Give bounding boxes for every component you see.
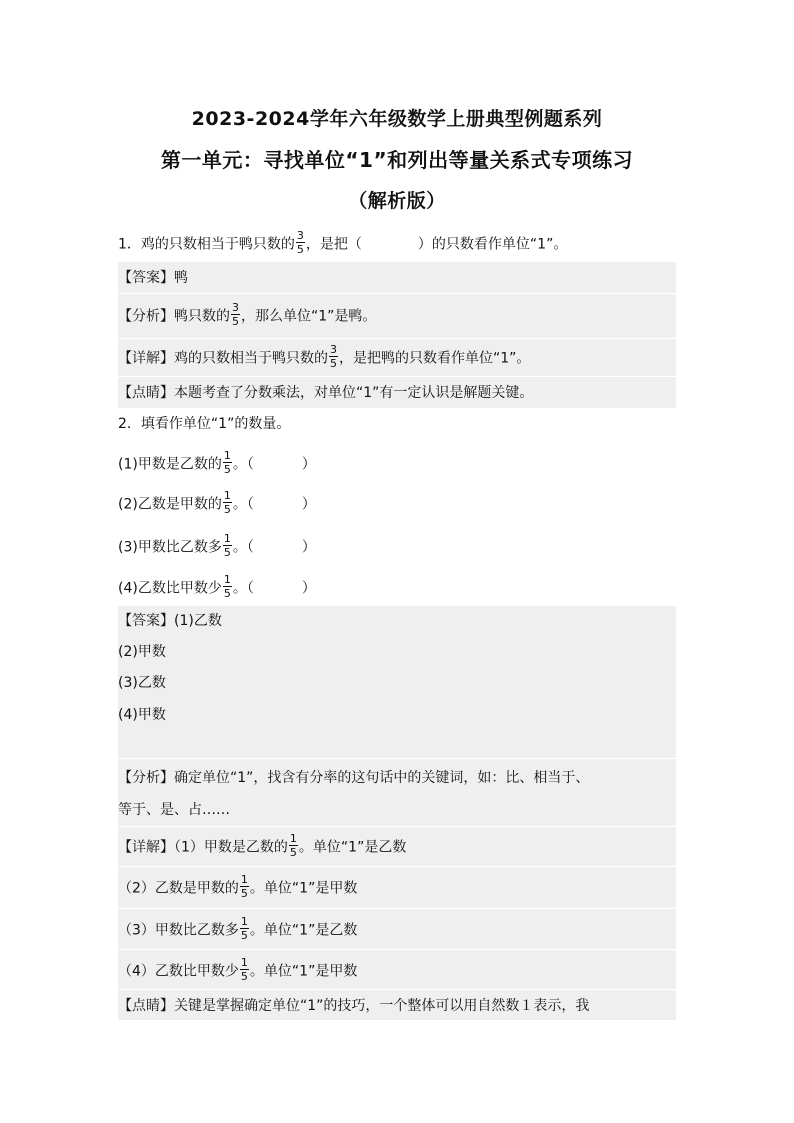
q1-answer <box>118 268 188 288</box>
fraction-denominator: 5 <box>240 887 248 900</box>
q2-detail <box>118 873 358 900</box>
analysis-text: 确定单位“1”，找含有分率的这句话中的关键词，如：比、相当于、 <box>174 770 590 786</box>
answer-item: (1)乙数 <box>174 613 222 629</box>
question-1 <box>118 229 568 256</box>
q2-detail <box>118 915 358 942</box>
detail-text: （2）乙数是甲数的 <box>118 880 239 897</box>
detail-text: （3）甲数比乙数多 <box>118 922 239 939</box>
fraction-denominator: 5 <box>232 315 239 328</box>
analysis-text: 等于、是、占…… <box>118 802 230 818</box>
fraction <box>223 490 232 515</box>
analysis-text: 鸭只数的 <box>174 308 230 325</box>
blank-close: ） <box>301 539 316 556</box>
detail-text-end: 。单位“1”是乙数 <box>298 839 407 856</box>
comment-text: 关键是掌握确定单位“1”的技巧，一个整体可以用自然数１表示，我 <box>174 998 590 1014</box>
fraction <box>223 533 232 558</box>
answer-item: (3)乙数 <box>118 675 166 691</box>
detail-text: 鸡的只数相当于鸭只数的 <box>174 350 328 367</box>
divider <box>118 758 676 759</box>
blank-open: 。（ <box>232 580 254 597</box>
blank-close: ） <box>301 580 316 597</box>
question-2-item <box>118 573 316 600</box>
detail-text-end: 。单位“1”是甲数 <box>249 963 358 980</box>
detail-tag: 【详解】 <box>118 839 174 856</box>
fraction-denominator: 5 <box>240 929 248 942</box>
divider <box>118 908 676 909</box>
question-2 <box>118 414 290 434</box>
fraction-numerator: 1 <box>223 532 231 545</box>
fraction-denominator: 5 <box>240 970 248 983</box>
divider <box>118 293 676 294</box>
q2-analysis <box>118 768 589 788</box>
analysis-tag: 【分析】 <box>118 308 174 325</box>
question-2-stem: 2．填看作单位“1”的数量。 <box>118 416 291 432</box>
q2-answer <box>118 611 222 631</box>
fraction-numerator: 1 <box>240 873 248 886</box>
q2-detail <box>118 956 358 983</box>
fraction <box>240 957 249 982</box>
fraction-numerator: 1 <box>240 915 248 928</box>
blank-close: ） <box>301 496 316 513</box>
fraction <box>223 450 232 475</box>
fraction <box>223 574 232 599</box>
fraction <box>296 230 305 255</box>
page-subtitle: 第一单元：寻找单位“1”和列出等量关系式专项练习 <box>160 148 634 172</box>
q2-answer <box>118 705 166 725</box>
fraction-denominator: 5 <box>223 503 231 516</box>
blank-close: ） <box>301 456 316 473</box>
fraction <box>231 302 240 327</box>
fraction <box>329 344 338 369</box>
fraction-denominator: 5 <box>289 846 297 859</box>
comment-tag: 【点睛】 <box>118 385 174 401</box>
answer-item: (4)甲数 <box>118 707 166 723</box>
blank-open: 。（ <box>232 496 254 513</box>
blank-open: 。（ <box>232 539 254 556</box>
divider <box>118 338 676 339</box>
divider <box>118 866 676 867</box>
question-1-blank-open: ，是把（ <box>305 236 362 253</box>
item-text: (3)甲数比乙数多 <box>118 539 222 556</box>
detail-tag: 【详解】 <box>118 350 174 367</box>
comment-text: 本题考查了分数乘法，对单位“1”有一定认识是解题关键。 <box>174 385 534 401</box>
detail-text: （1）甲数是乙数的 <box>174 839 288 856</box>
fraction-numerator: 1 <box>223 489 231 502</box>
question-1-prefix: 1．鸡的只数相当于鸭只数的 <box>118 236 295 253</box>
fraction-numerator: 3 <box>296 229 304 242</box>
fraction-denominator: 5 <box>330 357 337 370</box>
fraction <box>240 916 249 941</box>
q1-detail <box>118 343 531 370</box>
item-text: (2)乙数是甲数的 <box>118 496 222 513</box>
comment-tag: 【点睛】 <box>118 998 174 1014</box>
fraction-numerator: 1 <box>240 956 248 969</box>
fraction <box>240 874 249 899</box>
analysis-tag: 【分析】 <box>118 770 174 786</box>
item-text: (1)甲数是乙数的 <box>118 456 222 473</box>
divider <box>118 826 676 827</box>
divider <box>118 376 676 377</box>
question-2-item <box>118 449 316 476</box>
question-1-suffix: ）的只数看作单位“1”。 <box>417 236 568 253</box>
fraction-denominator: 5 <box>223 546 231 559</box>
q1-comment <box>118 383 533 403</box>
fraction-denominator: 5 <box>223 587 231 600</box>
answer-tag: 【答案】 <box>118 613 174 629</box>
fraction <box>289 833 298 858</box>
fraction-denominator: 5 <box>296 243 304 256</box>
q2-answer <box>118 642 166 662</box>
q2-detail <box>118 832 407 859</box>
blank-open: 。（ <box>232 456 254 473</box>
divider <box>118 989 676 990</box>
detail-text-end: ，是把鸭的只数看作单位“1”。 <box>339 350 531 367</box>
fraction-numerator: 3 <box>330 343 337 356</box>
q2-answer <box>118 673 166 693</box>
page-title: 2023-2024学年六年级数学上册典型例题系列 <box>191 108 603 130</box>
fraction-numerator: 1 <box>289 832 297 845</box>
item-text: (4)乙数比甲数少 <box>118 580 222 597</box>
fraction-numerator: 3 <box>232 301 239 314</box>
answer-tag: 【答案】 <box>118 270 174 286</box>
answer-text: 鸭 <box>174 270 188 286</box>
divider <box>118 949 676 950</box>
fraction-denominator: 5 <box>223 463 231 476</box>
detail-text-end: 。单位“1”是乙数 <box>249 922 358 939</box>
fraction-numerator: 1 <box>223 573 231 586</box>
fraction-numerator: 1 <box>223 449 231 462</box>
q2-comment <box>118 996 589 1016</box>
detail-text-end: 。单位“1”是甲数 <box>249 880 358 897</box>
q1-analysis <box>118 301 377 328</box>
detail-text: （4）乙数比甲数少 <box>118 963 239 980</box>
analysis-text-end: ，那么单位“1”是鸭。 <box>241 308 377 325</box>
answer-item: (2)甲数 <box>118 644 166 660</box>
question-2-item <box>118 489 316 516</box>
question-2-item <box>118 532 316 559</box>
q2-analysis-cont <box>118 800 230 820</box>
page-edition-label: （解析版） <box>348 190 446 212</box>
